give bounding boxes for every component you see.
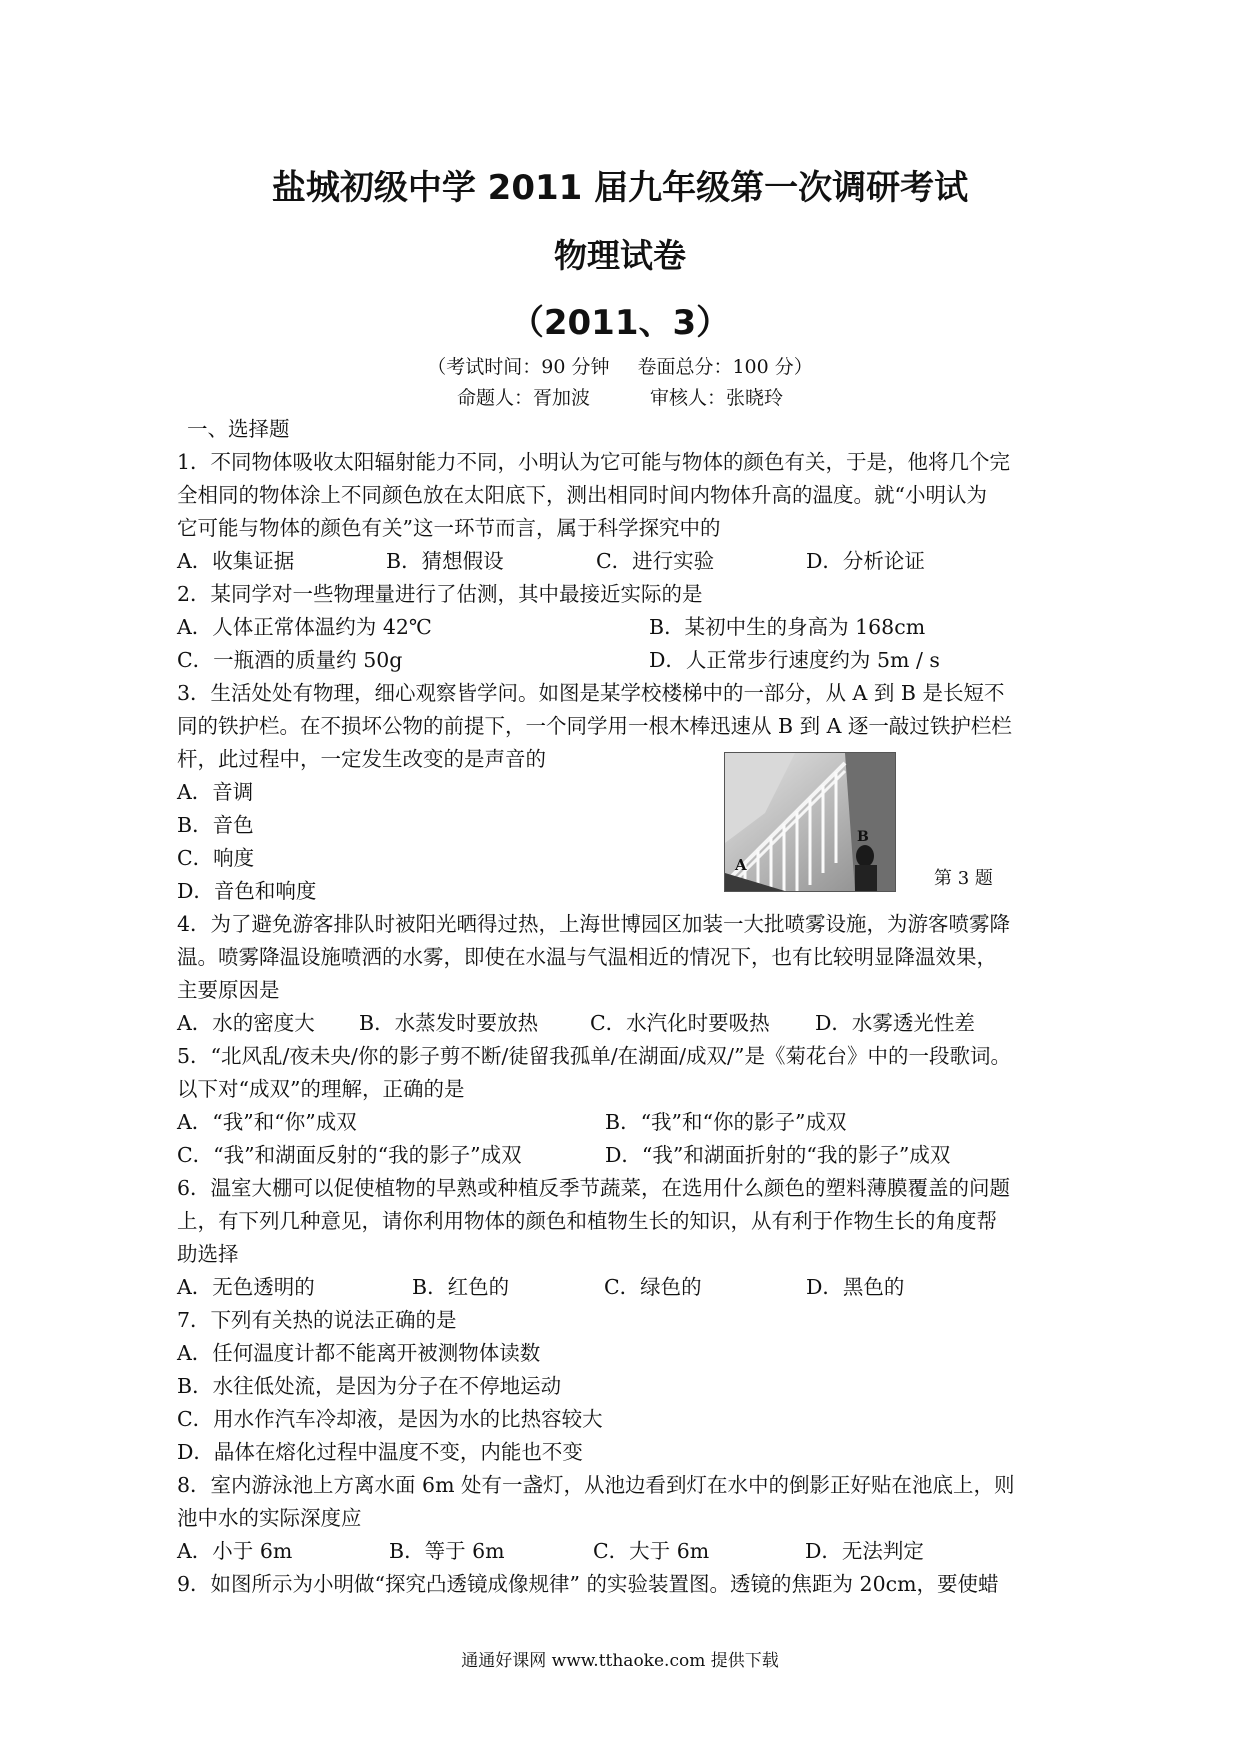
- q2-option-c: C．一瓶酒的质量约 50g: [177, 648, 403, 672]
- q5-option-b: B．“我”和“你的影子”成双: [605, 1110, 847, 1134]
- q7-option-d: D．晶体在熔化过程中温度不变，内能也不变: [177, 1440, 583, 1464]
- q5-line-2: 以下对“成双”的理解，正确的是: [177, 1077, 465, 1101]
- q7-option-b: B．水往低处流，是因为分子在不停地运动: [177, 1374, 562, 1398]
- q1-line-2: 全相同的物体涂上不同颜色放在太阳底下，测出相同时间内物体升高的温度。就“小明认为: [177, 483, 987, 507]
- q1-line-1: 1．不同物体吸收太阳辐射能力不同，小明认为它可能与物体的颜色有关，于是，他将几个完: [177, 450, 1011, 474]
- q6-option-b: B．红色的: [412, 1275, 510, 1299]
- q3-option-c: C．响度: [177, 846, 255, 870]
- q6-option-a: A．无色透明的: [177, 1275, 315, 1299]
- q8-line-2: 池中水的实际深度应: [177, 1506, 362, 1530]
- q8-line-1: 8．室内游泳池上方离水面 6m 处有一盏灯，从池边看到灯在水中的倒影正好贴在池底上，则: [177, 1473, 1015, 1497]
- q1-option-d: D．分析论证: [806, 549, 925, 573]
- exam-subtitle: 物理试卷: [554, 236, 686, 275]
- footer-source: 通通好课网 www.tthaoke.com 提供下载: [461, 1651, 779, 1671]
- staircase-illustration: [725, 753, 895, 891]
- figure-caption: 第 3 题: [934, 868, 993, 889]
- q3-line-2: 同的铁护栏。在不损坏公物的前提下，一个同学用一根木棒迅速从 B 到 A 逐一敲过铁护栏栏: [177, 714, 1012, 738]
- q4-option-c: C．水汽化时要吸热: [590, 1011, 770, 1035]
- q3-option-b: B．音色: [177, 813, 254, 837]
- q1-option-c: C．进行实验: [596, 549, 715, 573]
- q1-line-3: 它可能与物体的颜色有关”这一环节而言，属于科学探究中的: [177, 516, 721, 540]
- label-b: B: [857, 829, 869, 845]
- q6-option-d: D．黑色的: [806, 1275, 905, 1299]
- section-heading: 一、选择题: [187, 417, 290, 441]
- q4-line-3: 主要原因是: [177, 978, 280, 1002]
- q5-option-c: C．“我”和湖面反射的“我的影子”成双: [177, 1143, 522, 1167]
- q7-option-a: A．任何温度计都不能离开被测物体读数: [177, 1341, 541, 1365]
- q4-line-2: 温。喷雾降温设施喷洒的水雾，即使在水温与气温相近的情况下，也有比较明显降温效果，: [177, 945, 997, 969]
- q4-option-b: B．水蒸发时要放热: [359, 1011, 539, 1035]
- q3-line-1: 3．生活处处有物理，细心观察皆学问。如图是某学校楼梯中的一部分，从 A 到 B 是长短不: [177, 681, 1005, 705]
- q6-line-3: 助选择: [177, 1242, 239, 1266]
- q5-line-1: 5．“北风乱/夜未央/你的影子剪不断/徒留我孤单/在湖面/成双/”是《菊花台》中的一段歌词。: [177, 1044, 1011, 1068]
- q6-option-c: C．绿色的: [604, 1275, 702, 1299]
- q8-option-b: B．等于 6m: [389, 1539, 505, 1563]
- q1-option-a: A．收集证据: [177, 549, 295, 573]
- q8-option-c: C．大于 6m: [593, 1539, 710, 1563]
- q5-option-d: D．“我”和湖面折射的“我的影子”成双: [605, 1143, 951, 1167]
- q7-option-c: C．用水作汽车冷却液，是因为水的比热容较大: [177, 1407, 603, 1431]
- q6-line-1: 6．温室大棚可以促使植物的早熟或种植反季节蔬菜，在选用什么颜色的塑料薄膜覆盖的问题: [177, 1176, 1011, 1200]
- total-score: 卷面总分：100 分）: [637, 356, 813, 378]
- q7-line-1: 7．下列有关热的说法正确的是: [177, 1308, 457, 1332]
- q3-line-3: 杆，此过程中，一定发生改变的是声音的: [177, 747, 546, 771]
- exam-date: （2011、3）: [509, 303, 731, 343]
- reviewer: 审核人：张晓玲: [650, 387, 784, 409]
- exam-title: 盐城初级中学 2011 届九年级第一次调研考试: [271, 168, 969, 208]
- q9-line-1: 9．如图所示为小明做“探究凸透镜成像规律” 的实验装置图。透镜的焦距为 20cm，要使蜡: [177, 1572, 999, 1596]
- q1-option-b: B．猜想假设: [386, 549, 504, 573]
- q5-option-a: A．“我”和“你”成双: [177, 1110, 357, 1134]
- q8-option-d: D．无法判定: [805, 1539, 924, 1563]
- author: 命题人：胥加波: [456, 387, 590, 409]
- q2-line-1: 2．某同学对一些物理量进行了估测，其中最接近实际的是: [177, 582, 703, 606]
- q8-option-a: A．小于 6m: [177, 1539, 293, 1563]
- q2-option-b: B．某初中生的身高为 168cm: [649, 615, 926, 639]
- q6-line-2: 上，有下列几种意见，请你利用物体的颜色和植物生长的知识，从有利于作物生长的角度帮: [177, 1209, 997, 1233]
- q3-option-d: D．音色和响度: [177, 879, 317, 903]
- staircase-photo: [724, 752, 896, 892]
- q2-option-d: D．人正常步行速度约为 5m / s: [649, 648, 940, 672]
- q4-option-a: A．水的密度大: [177, 1011, 315, 1035]
- exam-info: [0, 352, 1240, 379]
- q4-line-1: 4．为了避免游客排队时被阳光晒得过热，上海世博园区加装一大批喷雾设施，为游客喷雾降: [177, 912, 1011, 936]
- label-a: A: [735, 856, 747, 874]
- exam-staff: [0, 383, 1240, 410]
- q4-option-d: D．水雾透光性差: [815, 1011, 975, 1035]
- q3-option-a: A．音调: [177, 780, 254, 804]
- q2-option-a: A．人体正常体温约为 42℃: [177, 615, 432, 639]
- exam-time: （考试时间：90 分钟: [427, 356, 610, 378]
